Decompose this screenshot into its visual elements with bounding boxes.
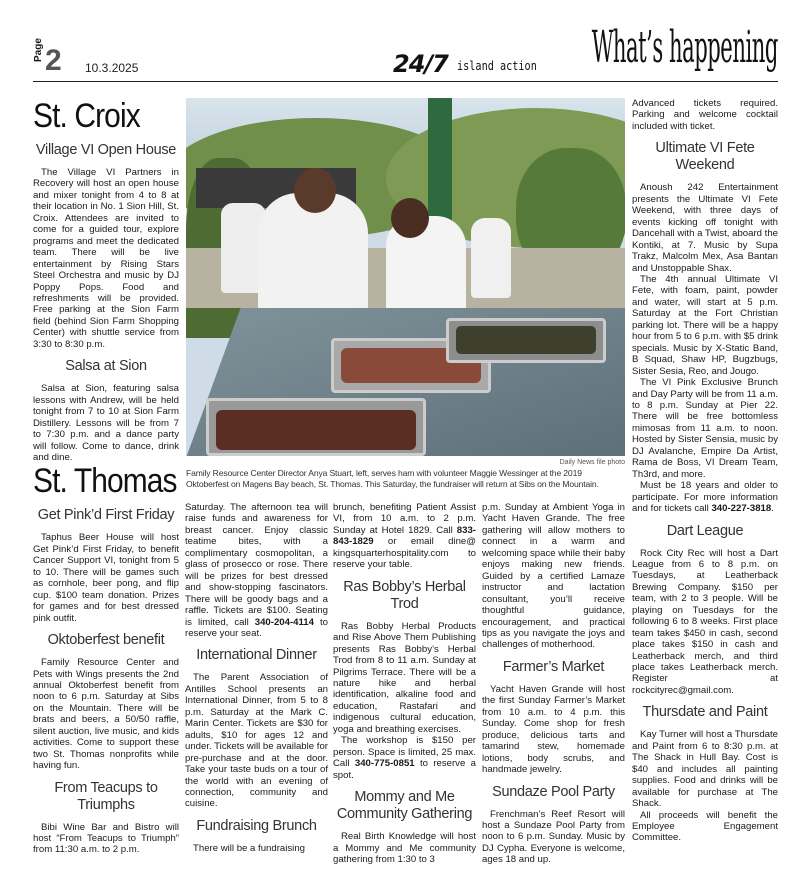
event-paragraph [632,98,778,132]
event-paragraph [33,532,179,624]
event-paragraph [33,167,179,350]
paragraph-text: Kay Turner will host a Thursdate and Paint from 6 to 8:30 p.m. at The Shack in Hull Bay. Cost is $40 and includes all painting supplies. Food and drinks will be available for purchase at The Shack. [632,729,778,810]
event-headline: Ras Bobby’s Herbal Trod [343,578,466,612]
column-2 [185,502,328,854]
event-paragraph [333,735,476,781]
event-photo [186,98,625,456]
event-headline: Dart League [666,522,744,539]
event-paragraph [185,672,328,809]
page-header [33,20,778,82]
event-paragraph [632,480,778,514]
event-paragraph [482,502,625,651]
event-paragraph [33,383,179,463]
event-headline: Oktoberfest benefit [47,632,165,649]
event-headline: Fundraising Brunch [196,817,317,834]
event-headline: Ultimate VI Fete Weekend [655,140,755,174]
event-paragraph [185,502,328,639]
brand-tagline: island action [457,59,537,73]
phone-number: 340-204-4114 [254,616,314,628]
event-headline: Sundaze Pool Party [492,783,615,800]
paragraph-text: or email dine@ kingsquarterhospitality.com to reserve your table. [333,536,476,571]
event-headline: Thursdate and Paint [642,704,768,721]
event-paragraph [333,502,476,571]
event-paragraph [632,810,778,844]
event-paragraph [33,657,179,772]
event-paragraph [632,548,778,697]
column-3 [333,502,476,865]
column-1 [33,98,179,856]
paragraph-text: Saturday. The afternoon tea will raise funds and awareness for breast cancer. Enjoy classic teatime bites, with a complimentary cosmopolitan, a glass of prosecco or rose. There will be prizes for best dressed and show-stopping fascinators. There will be goody bags and a raffle. Tickets are $100. Seating is limited, call [185,502,328,628]
event-headline: Village VI Open House [35,142,177,158]
paragraph-text: Yacht Haven Grande will host the first Sunday Farmer’s Market from 10 a.m. to 4 p.m. this Sunday. Come shop for fresh produce, delicious tarts and tamarind stew, homemade lotions, body scrubs, and handmade jewelry. [482,683,625,776]
paragraph-text: Ras Bobby Herbal Products and Rise Above Them Publishing presents Ras Bobby’s Herbal Trod from 8 to 11 a.m. Sunday at Pilgrims Terrace. There will be a nature hike and herbal identification, alkaline food and education, Rastafari and indigenous cultural education, yoga and breathing exercises. [333,620,476,735]
event-paragraph [632,182,778,274]
event-headline: Get Pink’d First Friday [37,507,175,524]
paragraph-text: Advanced tickets required. Parking and welcome cocktail included with ticket. [632,98,778,132]
section-title: St. Croix [33,97,140,135]
event-paragraph [33,822,179,856]
section-title: St. Thomas [33,462,177,501]
issue-date: 10.3.2025 [85,61,139,75]
event-headline: Mommy and Me Community Gathering [336,789,473,823]
event-headline: Salsa at Sion [65,358,147,375]
paragraph-text: Real Birth Knowledge will host a Mommy and Me community gathering from 1:30 to 3 [333,831,476,865]
event-paragraph [333,831,476,865]
page-number: 2 [45,44,62,77]
paragraph-text: The Parent Association of Antilles School presents an International Dinner, from 5 to 8 p.m. Saturday at the Mark C. Marin Center. Tickets are $30 for adults, $10 for ages 12 and under. Tickets will be available for pre-purchase and at the door. Take your taste buds on a tour of the world with an evening of connection, community and cuisine. [185,672,328,810]
paragraph-text: The workshop is $150 per person. Space is limited, 25 max. Call [333,735,476,770]
event-paragraph [185,843,328,854]
paragraph-text: Salsa at Sion, featuring salsa lessons with Andrew, will be held tonight from 7 to 10 at Sion Farm Distillery. Lessons will be from 7 to 7:30 p.m. and a dance party will follow. Come to dance, drink and dine. [33,383,179,463]
paragraph-text: to reserve your seat. [185,616,328,639]
paragraph-text: p.m. Sunday at Ambient Yoga in Yacht Haven Grande. The free gathering will allow mothers to connect in a warm and welcoming space while their baby enjoys making new friends. Guided by a certified Lamaze instructor and lactation consultant, you’ll receive thoughtful guidance, encouragement, and practical tips as you navigate the joys and challenges of motherhood. [482,502,625,651]
paragraph-text: Frenchman’s Reef Resort will host a Sundaze Pool Party from noon to 6 p.m. Sunday. Music by DJ Cypha. Everyone is welcome, ages 18 and up. [482,808,625,866]
event-paragraph [632,729,778,809]
paragraph-text: Family Resource Center and Pets with Wings presents the 2nd annual Oktoberfest benefit from noon to 6 p.m. Saturday at Sibs on the Mountain. There will be brats and beers, a 50/50 raffle, silent auction, live music, and kids activities. Come to support these two St. Thomas nonprofits while having fun. [33,657,179,772]
paragraph-text: brunch, benefiting Patient Assist VI, from 10 a.m. to 2 p.m. Sunday at Hotel 1829. Call [333,502,476,536]
event-headline: From Teacups to Triumphs [54,779,158,813]
event-paragraph [333,621,476,736]
phone-number: 833-843-1829 [333,524,476,548]
page-label: Page [33,38,44,62]
event-headline: International Dinner [196,647,317,664]
brand-logo: 24/7 [393,50,448,78]
photo-credit: Daily News file photo [559,459,625,466]
paragraph-text: The 4th annual Ultimate VI Fete, with foam, paint, powder and water, will start at 5 p.m. Saturday at the Fort Christian parking lot. There will be a happy hour from 5 to 6 p.m. with $5 drink specials. Music by X-Static Band, B Squad, Shaw HP, Bugzbugs, Sister Sesia, Reo, and Jougo. [632,273,778,377]
paragraph-text: The Village VI Partners in Recovery will host an open house and mixer tonight from 4 to 8 at their location in No. 1 Sion Hill, St. Croix. Attendees are invited to come for a guided tour, explore programs and meet the dedicated team. There will be live entertainment by Rising Stars Steel Orchestra and music by DJ Poppy Pops. Food and refreshments will be provided. Free parking at the Sion Farm field (behind Sion Farm Shopping Center) with shuttle service from 3:30 to 8:30 p.m. [33,167,179,350]
paragraph-text: to reserve a spot. [333,758,476,781]
column-4 [482,502,625,866]
paragraph-text: The VI Pink Exclusive Brunch and Day Party will be from 11 a.m. to 8 p.m. Sunday at Pier 22. There will be free bottomless mimosas from 11 a.m. to noon. Hosted by Sister Sensia, music by DJ Avalanche, Empire Da Artist, Rama de Boss, VI Dream Team, Th3rd, and more. [632,377,778,480]
paragraph-text: There will be a fundraising [193,842,305,854]
phone-number: 340-227-3818 [711,503,772,515]
event-headline: Farmer’s Market [502,658,605,675]
paragraph-text: . [771,503,774,515]
page-title: What’s happening [591,22,778,73]
event-paragraph [482,809,625,866]
paragraph-text: Must be 18 years and older to participate. For more information and for tickets call [632,480,778,515]
paragraph-text: Taphus Beer House will host Get Pink’d First Friday, to benefit Cancer Support VI, tonight from 5 to 10. There will be games such as cornhole, beer pong, and flip cup. $100 team donation. Prizes for games and for best dressed pink outfit. [33,532,179,624]
paragraph-text: Rock City Rec will host a Dart League from 6 to 8 p.m. on Tuesdays, at Leatherback Brewing Company. $150 per team, with 2 to 3 people. Will be playing on Tuesdays for the following 6 to 8 weeks. First place team takes $450 in cash, second place takes $150 in cash and Leatherback merch, and third place takes Leatherback merch. Register at rockcityrec@gmail.com. [632,547,778,696]
paragraph-text: Anoush 242 Entertainment presents the Ultimate VI Fete Weekend, with three days of events kicking off tonight with Dancehall with a Twist, aboard the Kontiki, at 7. Music by Supa Trakz, Malcolm Mex, Asa Bantan and Unstoppable Shax. [632,182,778,274]
paragraph-text: Bibi Wine Bar and Bistro will host “From Teacups to Triumph” from 11:30 a.m. to 2 p.m. [33,821,179,856]
column-5 [632,98,778,844]
paragraph-text: All proceeds will benefit the Employee Engagement Committee. [632,809,778,844]
event-paragraph [632,274,778,377]
event-paragraph [482,684,625,776]
event-paragraph [632,377,778,480]
phone-number: 340-775-0851 [354,758,415,770]
photo-caption: Family Resource Center Director Anya Stuart, left, serves ham with volunteer Maggie Wessinger at the 2019 Oktoberfest on Magens Bay beach, St. Thomas. This Saturday, the fundraiser will return at Sibs on the Mountain. [186,468,599,489]
